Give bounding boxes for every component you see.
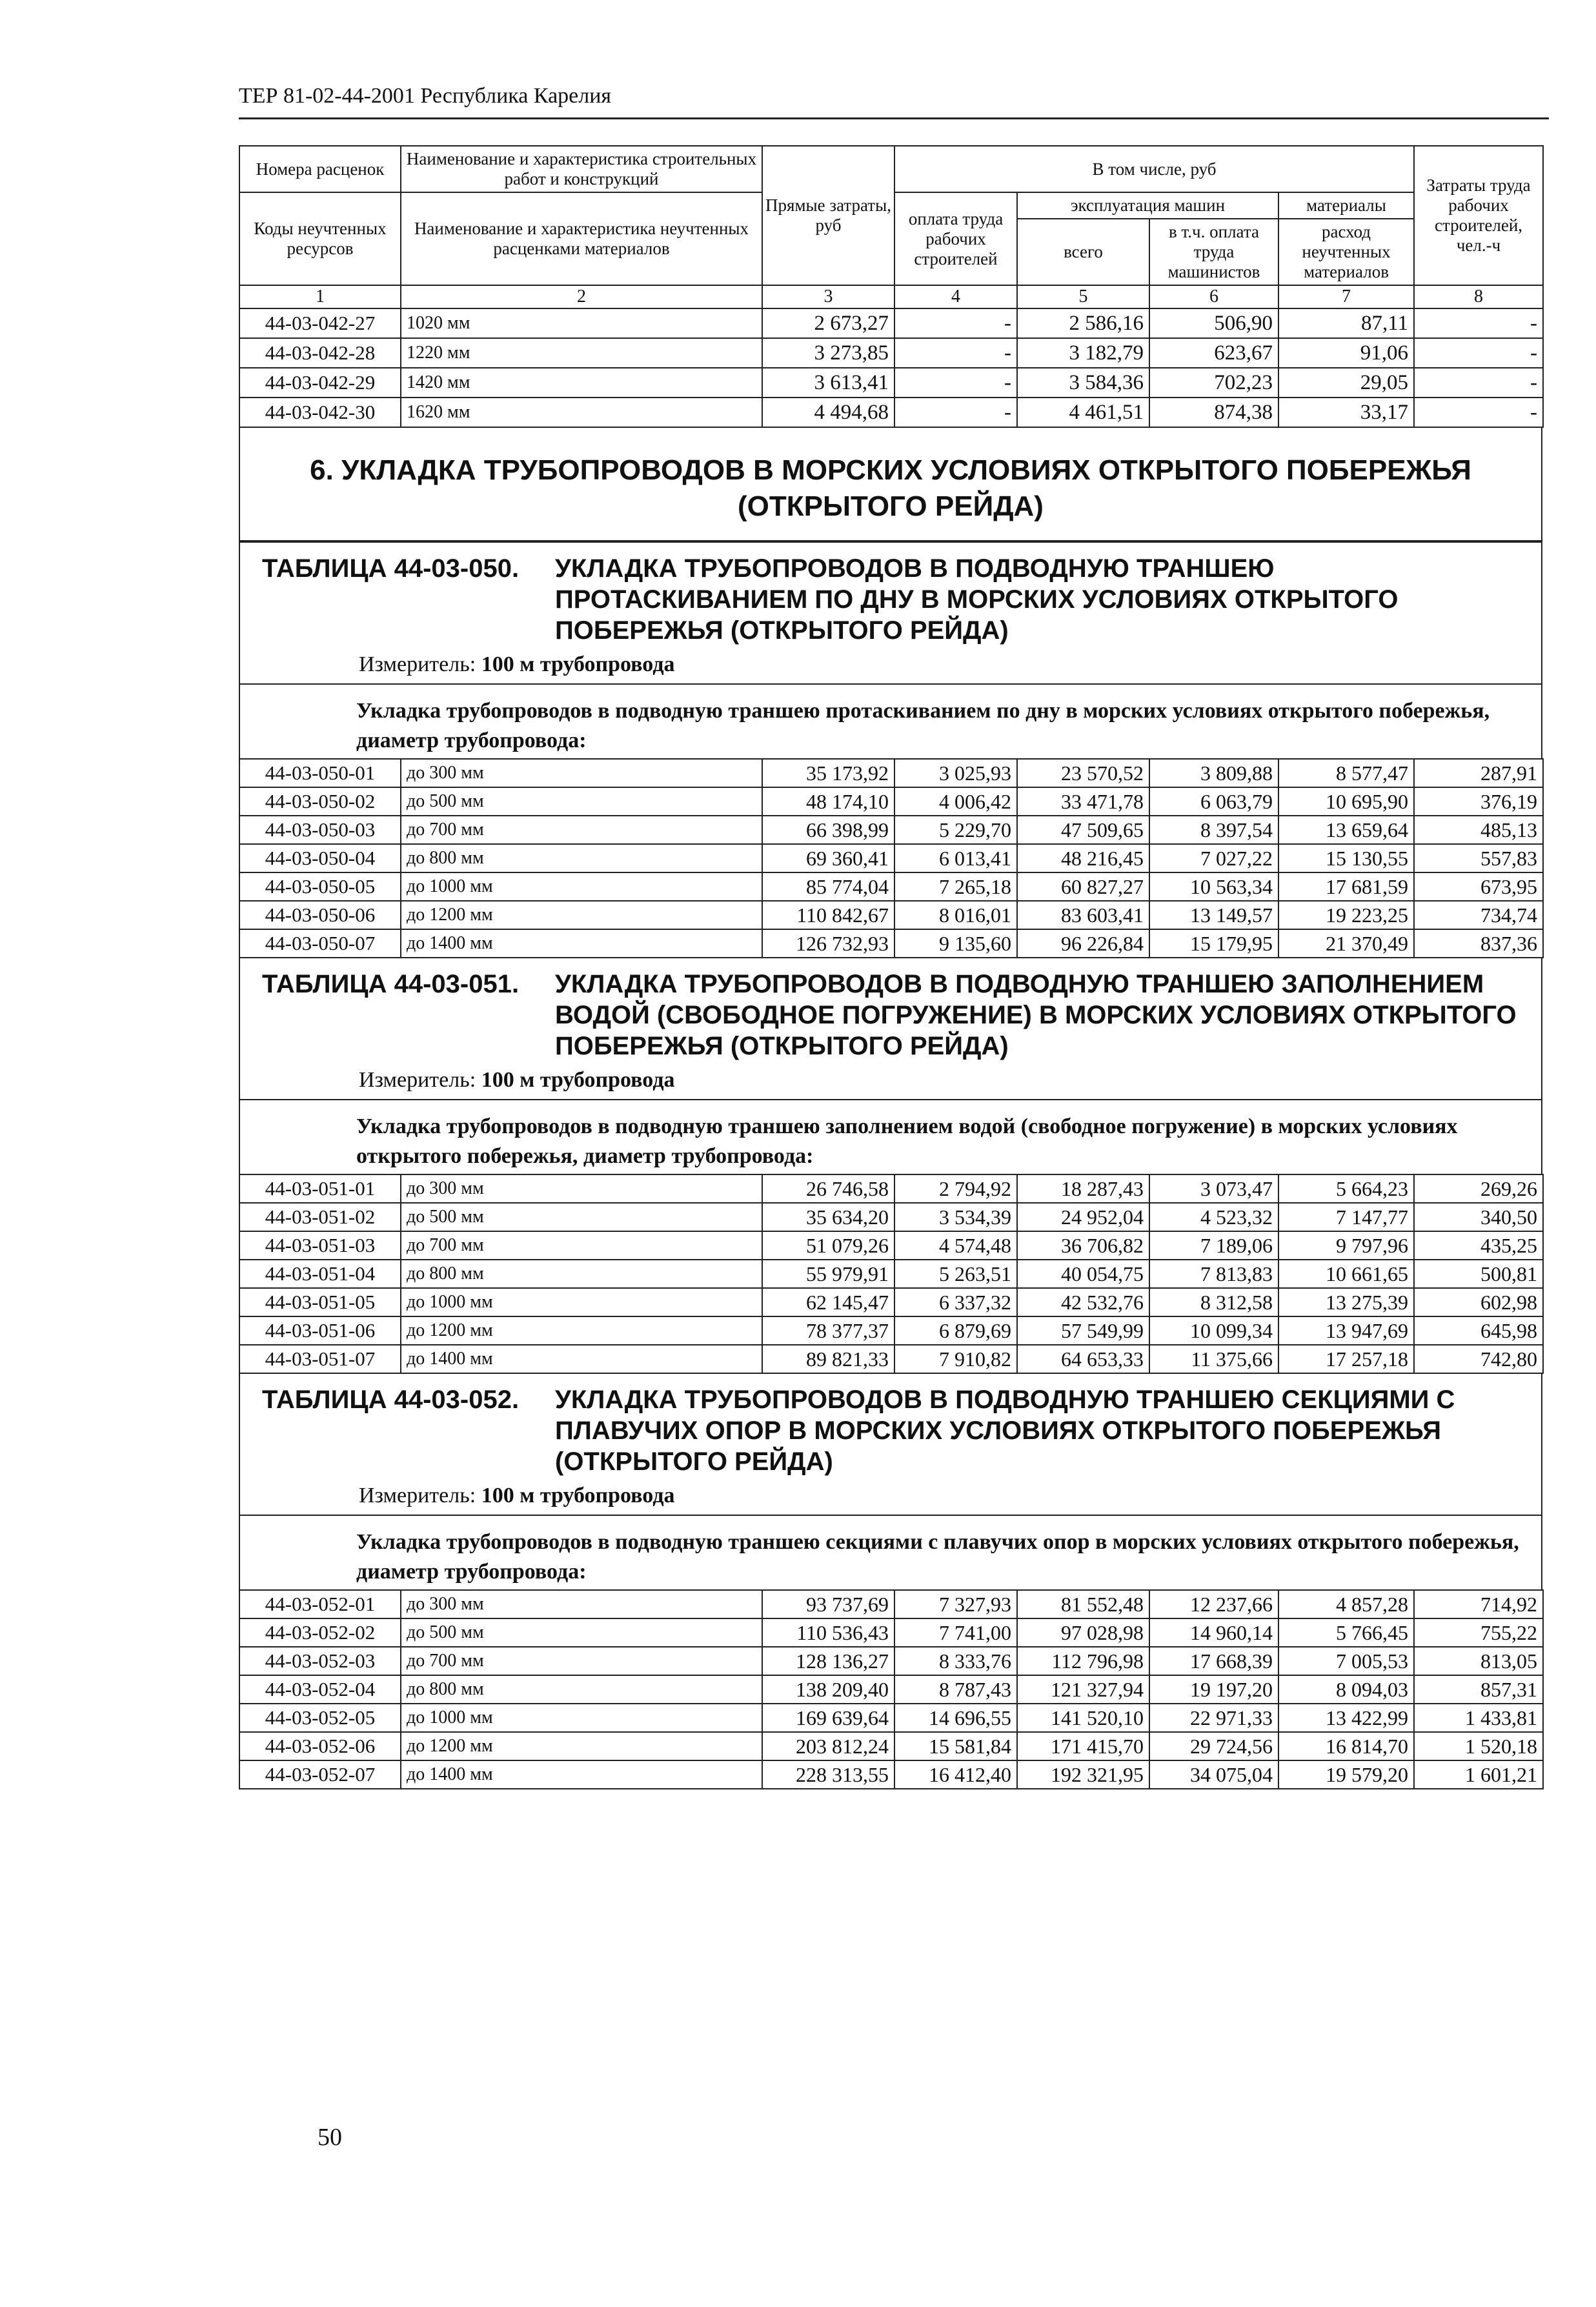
operators-pay-cell: 702,23 — [1149, 368, 1278, 398]
machines-total-cell: 33 471,78 — [1017, 787, 1149, 816]
operators-pay-cell: 623,67 — [1149, 338, 1278, 368]
direct-costs-cell: 35 173,92 — [762, 759, 894, 787]
machines-total-cell: 64 653,33 — [1017, 1345, 1149, 1373]
work-description-cell: до 1200 мм — [401, 1316, 762, 1345]
workers-pay-cell: 7 327,93 — [894, 1590, 1017, 1618]
col-header-labor: Затраты труда рабочих строителей, чел.-ч — [1414, 146, 1543, 285]
workers-pay-cell: 7 910,82 — [894, 1345, 1017, 1373]
direct-costs-cell: 26 746,58 — [762, 1174, 894, 1203]
table-title-block — [239, 1374, 1542, 1516]
header-table-rows — [239, 308, 1543, 427]
workers-pay-cell: 2 794,92 — [894, 1174, 1017, 1203]
table-label: ТАБЛИЦА 44-03-050. — [262, 554, 520, 583]
labor-hours-cell: - — [1414, 308, 1543, 338]
operators-pay-cell: 22 971,33 — [1149, 1704, 1278, 1732]
machines-total-cell: 121 327,94 — [1017, 1675, 1149, 1704]
measure-value: 100 м трубопровода — [481, 1484, 675, 1507]
workers-pay-cell: 4 574,48 — [894, 1231, 1017, 1260]
operators-pay-cell: 17 668,39 — [1149, 1647, 1278, 1675]
document-body — [239, 145, 1542, 1789]
table-row — [239, 816, 1543, 844]
measure-unit — [262, 1068, 1532, 1093]
direct-costs-cell: 3 273,85 — [762, 338, 894, 368]
rate-code-cell: 44-03-052-05 — [239, 1704, 401, 1732]
rate-code-cell: 44-03-052-03 — [239, 1647, 401, 1675]
operators-pay-cell: 506,90 — [1149, 308, 1278, 338]
operators-pay-cell: 11 375,66 — [1149, 1345, 1278, 1373]
labor-hours-cell: 376,19 — [1414, 787, 1543, 816]
materials-cost-cell: 7 147,77 — [1278, 1203, 1414, 1231]
data-table — [239, 758, 1544, 958]
rate-code-cell: 44-03-050-06 — [239, 901, 401, 929]
workers-pay-cell: 6 879,69 — [894, 1316, 1017, 1345]
operators-pay-cell: 10 099,34 — [1149, 1316, 1278, 1345]
operators-pay-cell: 8 397,54 — [1149, 816, 1278, 844]
direct-costs-cell: 2 673,27 — [762, 308, 894, 338]
materials-cost-cell: 13 275,39 — [1278, 1288, 1414, 1316]
machines-total-cell: 112 796,98 — [1017, 1647, 1149, 1675]
operators-pay-cell: 8 312,58 — [1149, 1288, 1278, 1316]
table-label: ТАБЛИЦА 44-03-051. — [262, 970, 520, 998]
materials-cost-cell: 17 681,59 — [1278, 872, 1414, 901]
table-title — [262, 553, 1532, 646]
operators-pay-cell: 7 027,22 — [1149, 844, 1278, 872]
materials-cost-cell: 8 094,03 — [1278, 1675, 1414, 1704]
table-row — [239, 1704, 1543, 1732]
table-row — [239, 338, 1543, 368]
table-title-text: УКЛАДКА ТРУБОПРОВОДОВ В ПОДВОДНУЮ ТРАНШЕЮ СЕКЦИЯМИ С ПЛАВУЧИХ ОПОР В МОРСКИХ УСЛОВИЯХ ОТКРЫТОГО ПОБЕРЕЖЬЯ (ОТКРЫТОГО РЕЙДА) — [555, 1385, 1455, 1476]
work-description-cell: 1420 мм — [401, 368, 762, 398]
workers-pay-cell: 6 337,32 — [894, 1288, 1017, 1316]
labor-hours-cell: 485,13 — [1414, 816, 1543, 844]
table-row — [239, 901, 1543, 929]
direct-costs-cell: 89 821,33 — [762, 1345, 894, 1373]
work-description-cell: до 700 мм — [401, 1647, 762, 1675]
materials-cost-cell: 19 223,25 — [1278, 901, 1414, 929]
table-title — [262, 969, 1532, 1062]
machines-total-cell: 57 549,99 — [1017, 1316, 1149, 1345]
col-header-codes: Номера расценок — [239, 146, 401, 192]
machines-total-cell: 96 226,84 — [1017, 929, 1149, 958]
labor-hours-cell: 857,31 — [1414, 1675, 1543, 1704]
direct-costs-cell: 128 136,27 — [762, 1647, 894, 1675]
labor-hours-cell: - — [1414, 398, 1543, 427]
measure-unit — [262, 652, 1532, 677]
operators-pay-cell: 10 563,34 — [1149, 872, 1278, 901]
work-description-cell: 1020 мм — [401, 308, 762, 338]
table-title-text: УКЛАДКА ТРУБОПРОВОДОВ В ПОДВОДНУЮ ТРАНШЕЮ ПРОТАСКИВАНИЕМ ПО ДНУ В МОРСКИХ УСЛОВИЯХ ОТКРЫТОГО ПОБЕРЕЖЬЯ (ОТКРЫТОГО РЕЙДА) — [555, 554, 1399, 645]
work-description-cell: до 1000 мм — [401, 1704, 762, 1732]
table-row — [239, 1732, 1543, 1760]
materials-cost-cell: 16 814,70 — [1278, 1732, 1414, 1760]
rate-code-cell: 44-03-052-07 — [239, 1760, 401, 1789]
operators-pay-cell: 19 197,20 — [1149, 1675, 1278, 1704]
materials-cost-cell: 29,05 — [1278, 368, 1414, 398]
machines-total-cell: 24 952,04 — [1017, 1203, 1149, 1231]
machines-total-cell: 171 415,70 — [1017, 1732, 1149, 1760]
workers-pay-cell: 6 013,41 — [894, 844, 1017, 872]
operators-pay-cell: 14 960,14 — [1149, 1618, 1278, 1647]
data-table — [239, 1589, 1544, 1789]
materials-cost-cell: 8 577,47 — [1278, 759, 1414, 787]
direct-costs-cell: 55 979,91 — [762, 1260, 894, 1288]
table-row — [239, 1316, 1543, 1345]
workers-pay-cell: 8 333,76 — [894, 1647, 1017, 1675]
table-row — [239, 1288, 1543, 1316]
operators-pay-cell: 7 813,83 — [1149, 1260, 1278, 1288]
workers-pay-cell: 16 412,40 — [894, 1760, 1017, 1789]
col-header-name: Наименование и характеристика строительных работ и конструкций — [401, 146, 762, 192]
work-description-cell: до 500 мм — [401, 1618, 762, 1647]
data-table-rows — [239, 1590, 1543, 1789]
rate-code-cell: 44-03-050-05 — [239, 872, 401, 901]
col-header-machines: эксплуатация машин — [1017, 192, 1278, 219]
machines-total-cell: 83 603,41 — [1017, 901, 1149, 929]
machines-total-cell: 3 584,36 — [1017, 368, 1149, 398]
table-row — [239, 1590, 1543, 1618]
labor-hours-cell: 673,95 — [1414, 872, 1543, 901]
work-description-cell: до 1200 мм — [401, 901, 762, 929]
direct-costs-cell: 4 494,68 — [762, 398, 894, 427]
table-subtitle: Укладка трубопроводов в подводную траншею протаскиванием по дну в морских условиях открытого побережья, диаметр трубопровода: — [239, 685, 1542, 758]
rate-code-cell: 44-03-052-06 — [239, 1732, 401, 1760]
table-row — [239, 1231, 1543, 1260]
measure-unit — [262, 1484, 1532, 1508]
rate-code-cell: 44-03-052-02 — [239, 1618, 401, 1647]
machines-total-cell: 36 706,82 — [1017, 1231, 1149, 1260]
rate-code-cell: 44-03-050-04 — [239, 844, 401, 872]
rate-code-cell: 44-03-042-30 — [239, 398, 401, 427]
operators-pay-cell: 12 237,66 — [1149, 1590, 1278, 1618]
table-row — [239, 308, 1543, 338]
rate-code-cell: 44-03-042-27 — [239, 308, 401, 338]
operators-pay-cell: 13 149,57 — [1149, 901, 1278, 929]
workers-pay-cell: 7 265,18 — [894, 872, 1017, 901]
work-description-cell: до 800 мм — [401, 1675, 762, 1704]
column-number: 3 — [762, 285, 894, 308]
measure-label: Измеритель: — [359, 1068, 476, 1092]
labor-hours-cell: 287,91 — [1414, 759, 1543, 787]
labor-hours-cell: 1 433,81 — [1414, 1704, 1543, 1732]
work-description-cell: до 1200 мм — [401, 1732, 762, 1760]
col-header-workers-pay: оплата труда рабочих строителей — [894, 192, 1017, 285]
workers-pay-cell: - — [894, 338, 1017, 368]
direct-costs-cell: 35 634,20 — [762, 1203, 894, 1231]
machines-total-cell: 4 461,51 — [1017, 398, 1149, 427]
direct-costs-cell: 66 398,99 — [762, 816, 894, 844]
table-row — [239, 1675, 1543, 1704]
col-header-resource-codes: Коды неучтенных ресурсов — [239, 192, 401, 285]
operators-pay-cell: 7 189,06 — [1149, 1231, 1278, 1260]
measure-label: Измеритель: — [359, 652, 476, 676]
materials-cost-cell: 9 797,96 — [1278, 1231, 1414, 1260]
labor-hours-cell: 742,80 — [1414, 1345, 1543, 1373]
workers-pay-cell: 9 135,60 — [894, 929, 1017, 958]
table-title-text: УКЛАДКА ТРУБОПРОВОДОВ В ПОДВОДНУЮ ТРАНШЕЮ ЗАПОЛНЕНИЕМ ВОДОЙ (СВОБОДНОЕ ПОГРУЖЕНИЕ) В МОРСКИХ УСЛОВИЯХ ОТКРЫТОГО ПОБЕРЕЖЬЯ (ОТКРЫТОГО РЕЙДА) — [555, 970, 1517, 1060]
direct-costs-cell: 203 812,24 — [762, 1732, 894, 1760]
machines-total-cell: 48 216,45 — [1017, 844, 1149, 872]
data-table-rows — [239, 759, 1543, 958]
labor-hours-cell: 557,83 — [1414, 844, 1543, 872]
operators-pay-cell: 3 809,88 — [1149, 759, 1278, 787]
direct-costs-cell: 169 639,64 — [762, 1704, 894, 1732]
rate-code-cell: 44-03-052-01 — [239, 1590, 401, 1618]
rate-code-cell: 44-03-051-04 — [239, 1260, 401, 1288]
workers-pay-cell: 14 696,55 — [894, 1704, 1017, 1732]
labor-hours-cell: 645,98 — [1414, 1316, 1543, 1345]
table-row — [239, 1203, 1543, 1231]
rate-code-cell: 44-03-050-03 — [239, 816, 401, 844]
direct-costs-cell: 110 536,43 — [762, 1618, 894, 1647]
table-row — [239, 1260, 1543, 1288]
machines-total-cell: 60 827,27 — [1017, 872, 1149, 901]
workers-pay-cell: 5 263,51 — [894, 1260, 1017, 1288]
column-number: 6 — [1149, 285, 1278, 308]
materials-cost-cell: 7 005,53 — [1278, 1647, 1414, 1675]
rate-code-cell: 44-03-052-04 — [239, 1675, 401, 1704]
direct-costs-cell: 48 174,10 — [762, 787, 894, 816]
table-row — [239, 398, 1543, 427]
materials-cost-cell: 5 664,23 — [1278, 1174, 1414, 1203]
data-table — [239, 1174, 1544, 1374]
machines-total-cell: 40 054,75 — [1017, 1260, 1149, 1288]
workers-pay-cell: 3 534,39 — [894, 1203, 1017, 1231]
table-title — [262, 1384, 1532, 1477]
materials-cost-cell: 87,11 — [1278, 308, 1414, 338]
labor-hours-cell: 734,74 — [1414, 901, 1543, 929]
machines-total-cell: 81 552,48 — [1017, 1590, 1149, 1618]
work-description-cell: до 300 мм — [401, 759, 762, 787]
table-title-block — [239, 958, 1542, 1100]
machines-total-cell: 3 182,79 — [1017, 338, 1149, 368]
work-description-cell: до 1400 мм — [401, 929, 762, 958]
workers-pay-cell: 15 581,84 — [894, 1732, 1017, 1760]
table-row — [239, 1174, 1543, 1203]
table-row — [239, 1618, 1543, 1647]
direct-costs-cell: 51 079,26 — [762, 1231, 894, 1260]
measure-value: 100 м трубопровода — [481, 652, 675, 676]
labor-hours-cell: 755,22 — [1414, 1618, 1543, 1647]
direct-costs-cell: 110 842,67 — [762, 901, 894, 929]
table-row — [239, 1760, 1543, 1789]
work-description-cell: до 300 мм — [401, 1590, 762, 1618]
header-table — [239, 145, 1544, 428]
table-row — [239, 1647, 1543, 1675]
work-description-cell: до 1000 мм — [401, 872, 762, 901]
direct-costs-cell: 138 209,40 — [762, 1675, 894, 1704]
rate-code-cell: 44-03-051-02 — [239, 1203, 401, 1231]
machines-total-cell: 47 509,65 — [1017, 816, 1149, 844]
rate-code-cell: 44-03-051-05 — [239, 1288, 401, 1316]
col-header-operators-pay: в т.ч. оплата труда машинистов — [1149, 219, 1278, 285]
work-description-cell: до 800 мм — [401, 844, 762, 872]
column-number: 5 — [1017, 285, 1149, 308]
work-description-cell: до 1400 мм — [401, 1345, 762, 1373]
column-number: 2 — [401, 285, 762, 308]
section-title: 6. УКЛАДКА ТРУБОПРОВОДОВ В МОРСКИХ УСЛОВИЯХ ОТКРЫТОГО ПОБЕРЕЖЬЯ (ОТКРЫТОГО РЕЙДА) — [310, 454, 1471, 522]
materials-cost-cell: 13 659,64 — [1278, 816, 1414, 844]
rate-code-cell: 44-03-042-29 — [239, 368, 401, 398]
table-row — [239, 929, 1543, 958]
work-description-cell: до 700 мм — [401, 1231, 762, 1260]
workers-pay-cell: - — [894, 398, 1017, 427]
rate-code-cell: 44-03-051-07 — [239, 1345, 401, 1373]
materials-cost-cell: 91,06 — [1278, 338, 1414, 368]
machines-total-cell: 2 586,16 — [1017, 308, 1149, 338]
materials-cost-cell: 15 130,55 — [1278, 844, 1414, 872]
labor-hours-cell: 340,50 — [1414, 1203, 1543, 1231]
rate-code-cell: 44-03-050-07 — [239, 929, 401, 958]
table-subtitle: Укладка трубопроводов в подводную траншею секциями с плавучих опор в морских условиях открытого побережья, диаметр трубопровода: — [239, 1516, 1542, 1589]
column-number: 1 — [239, 285, 401, 308]
materials-cost-cell: 4 857,28 — [1278, 1590, 1414, 1618]
work-description-cell: до 300 мм — [401, 1174, 762, 1203]
direct-costs-cell: 62 145,47 — [762, 1288, 894, 1316]
machines-total-cell: 23 570,52 — [1017, 759, 1149, 787]
work-description-cell: до 1000 мм — [401, 1288, 762, 1316]
materials-cost-cell: 33,17 — [1278, 398, 1414, 427]
operators-pay-cell: 4 523,32 — [1149, 1203, 1278, 1231]
table-row — [239, 787, 1543, 816]
rate-code-cell: 44-03-050-01 — [239, 759, 401, 787]
workers-pay-cell: - — [894, 308, 1017, 338]
operators-pay-cell: 3 073,47 — [1149, 1174, 1278, 1203]
labor-hours-cell: - — [1414, 338, 1543, 368]
labor-hours-cell: 602,98 — [1414, 1288, 1543, 1316]
workers-pay-cell: 4 006,42 — [894, 787, 1017, 816]
table-subtitle: Укладка трубопроводов в подводную траншею заполнением водой (свободное погружение) в морских условиях открытого побережья, диаметр трубопровода: — [239, 1100, 1542, 1174]
col-header-materials: материалы — [1278, 192, 1414, 219]
machines-total-cell: 192 321,95 — [1017, 1760, 1149, 1789]
table-row — [239, 759, 1543, 787]
labor-hours-cell: 837,36 — [1414, 929, 1543, 958]
machines-total-cell: 141 520,10 — [1017, 1704, 1149, 1732]
operators-pay-cell: 15 179,95 — [1149, 929, 1278, 958]
table-row — [239, 368, 1543, 398]
materials-cost-cell: 13 947,69 — [1278, 1316, 1414, 1345]
direct-costs-cell: 78 377,37 — [762, 1316, 894, 1345]
materials-cost-cell: 19 579,20 — [1278, 1760, 1414, 1789]
page-number: 50 — [318, 2124, 342, 2151]
workers-pay-cell: 8 016,01 — [894, 901, 1017, 929]
work-description-cell: до 1400 мм — [401, 1760, 762, 1789]
column-number: 8 — [1414, 285, 1543, 308]
materials-cost-cell: 21 370,49 — [1278, 929, 1414, 958]
work-description-cell: до 500 мм — [401, 1203, 762, 1231]
measure-value: 100 м трубопровода — [481, 1068, 675, 1092]
direct-costs-cell: 69 360,41 — [762, 844, 894, 872]
operators-pay-cell: 6 063,79 — [1149, 787, 1278, 816]
labor-hours-cell: 269,26 — [1414, 1174, 1543, 1203]
operators-pay-cell: 874,38 — [1149, 398, 1278, 427]
column-number: 7 — [1278, 285, 1414, 308]
table-row — [239, 844, 1543, 872]
direct-costs-cell: 3 613,41 — [762, 368, 894, 398]
rate-code-cell: 44-03-051-06 — [239, 1316, 401, 1345]
rate-code-cell: 44-03-050-02 — [239, 787, 401, 816]
machines-total-cell: 18 287,43 — [1017, 1174, 1149, 1203]
table-title-block — [239, 541, 1542, 685]
workers-pay-cell: - — [894, 368, 1017, 398]
labor-hours-cell: 1 601,21 — [1414, 1760, 1543, 1789]
direct-costs-cell: 126 732,93 — [762, 929, 894, 958]
page-header: ТЕР 81-02-44-2001 Республика Карелия — [239, 84, 612, 108]
rate-code-cell: 44-03-051-01 — [239, 1174, 401, 1203]
col-header-material-consumption: расход неучтенных материалов — [1278, 219, 1414, 285]
labor-hours-cell: 813,05 — [1414, 1647, 1543, 1675]
direct-costs-cell: 93 737,69 — [762, 1590, 894, 1618]
workers-pay-cell: 7 741,00 — [894, 1618, 1017, 1647]
measure-label: Измеритель: — [359, 1484, 476, 1507]
machines-total-cell: 42 532,76 — [1017, 1288, 1149, 1316]
table-row — [239, 872, 1543, 901]
col-header-materials-name: Наименование и характеристика неучтенных расценками материалов — [401, 192, 762, 285]
labor-hours-cell: 1 520,18 — [1414, 1732, 1543, 1760]
direct-costs-cell: 85 774,04 — [762, 872, 894, 901]
workers-pay-cell: 8 787,43 — [894, 1675, 1017, 1704]
table-label: ТАБЛИЦА 44-03-052. — [262, 1385, 520, 1414]
column-number: 4 — [894, 285, 1017, 308]
operators-pay-cell: 34 075,04 — [1149, 1760, 1278, 1789]
operators-pay-cell: 29 724,56 — [1149, 1732, 1278, 1760]
workers-pay-cell: 5 229,70 — [894, 816, 1017, 844]
materials-cost-cell: 10 661,65 — [1278, 1260, 1414, 1288]
work-description-cell: до 800 мм — [401, 1260, 762, 1288]
work-description-cell: 1220 мм — [401, 338, 762, 368]
col-header-direct-costs: Прямые затраты, руб — [762, 146, 894, 285]
col-header-including: В том числе, руб — [894, 146, 1414, 192]
machines-total-cell: 97 028,98 — [1017, 1618, 1149, 1647]
column-numbers-row — [239, 285, 1543, 308]
labor-hours-cell: - — [1414, 368, 1543, 398]
table-row — [239, 1345, 1543, 1373]
header-rule — [239, 117, 1549, 119]
labor-hours-cell: 500,81 — [1414, 1260, 1543, 1288]
labor-hours-cell: 435,25 — [1414, 1231, 1543, 1260]
section-box — [239, 428, 1542, 541]
materials-cost-cell: 13 422,99 — [1278, 1704, 1414, 1732]
col-header-total: всего — [1017, 219, 1149, 285]
work-description-cell: 1620 мм — [401, 398, 762, 427]
workers-pay-cell: 3 025,93 — [894, 759, 1017, 787]
work-description-cell: до 500 мм — [401, 787, 762, 816]
labor-hours-cell: 714,92 — [1414, 1590, 1543, 1618]
materials-cost-cell: 5 766,45 — [1278, 1618, 1414, 1647]
rate-code-cell: 44-03-042-28 — [239, 338, 401, 368]
work-description-cell: до 700 мм — [401, 816, 762, 844]
data-table-rows — [239, 1174, 1543, 1373]
materials-cost-cell: 17 257,18 — [1278, 1345, 1414, 1373]
direct-costs-cell: 228 313,55 — [762, 1760, 894, 1789]
rate-code-cell: 44-03-051-03 — [239, 1231, 401, 1260]
materials-cost-cell: 10 695,90 — [1278, 787, 1414, 816]
